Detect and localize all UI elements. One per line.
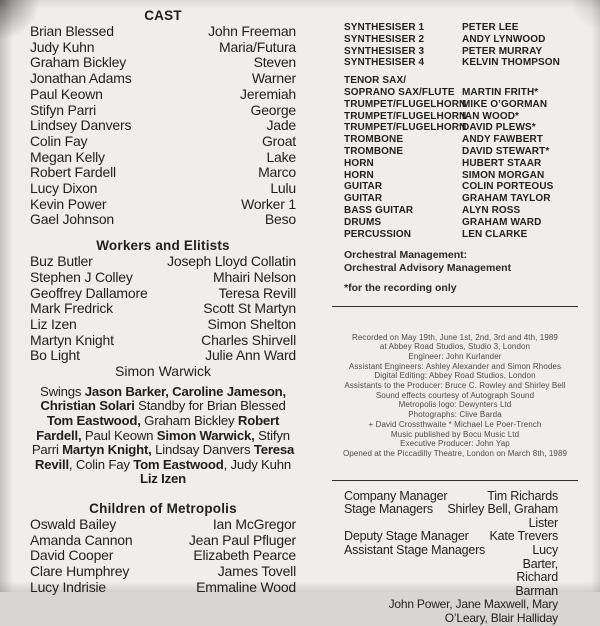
company-role-label: Stage Managers	[344, 502, 433, 517]
instrument-name: SOPRANO SAX/FLUTE	[344, 86, 455, 98]
standby-name: Teresa Revill	[34, 442, 295, 472]
company-role-label: Assistant Stage Managers	[344, 543, 486, 558]
performer-name: Kevin Power	[30, 195, 107, 212]
child-name-left: Amanda Cannon	[30, 531, 133, 548]
role-name: Marco	[258, 164, 296, 181]
ensemble-name-left: Buz Butler	[30, 253, 93, 270]
child-name-right: James Tovell	[217, 563, 296, 580]
cast-row	[30, 71, 296, 87]
ensemble-row	[30, 286, 296, 302]
child-row	[30, 564, 296, 580]
instrument-name: GUITAR	[344, 193, 383, 205]
child-row	[30, 517, 296, 533]
role-name: Lake	[266, 148, 296, 165]
recording-credit-line: Opened at the Piccadilly Theatre, London on March 8th, 1989	[342, 448, 568, 458]
orchestra-row	[344, 75, 580, 87]
performer-name: Gael Johnson	[30, 211, 114, 228]
standby-name: Tom Eastwood,	[46, 412, 141, 428]
company-person-name: Shirley Bell, Graham Lister	[447, 502, 558, 530]
orchestral-management	[330, 249, 580, 274]
ensemble-row	[30, 317, 296, 333]
swings-text: Stifyn Parri	[31, 427, 290, 458]
performer-name: Robert Fardell	[30, 164, 116, 181]
performer-name: Graham Bickley	[30, 54, 127, 71]
child-name-left: David Cooper	[30, 547, 114, 564]
instrument-name: BASS GUITAR	[344, 204, 414, 216]
instrument-name: TRUMPET/FLUGELHORN	[344, 110, 467, 122]
musician-name: KELVIN THOMPSON	[462, 57, 560, 69]
recording-credit-line: + David Crossthwaite * Michael Le Poer-Trench	[368, 419, 542, 429]
cast-row	[30, 103, 296, 119]
instrument-name: GUITAR	[344, 181, 383, 193]
cast-row	[30, 134, 296, 150]
child-name-right: Ian McGregor	[212, 515, 296, 532]
performer-name: Megan Kelly	[30, 148, 105, 165]
standby-name: Liz Izen	[139, 471, 187, 487]
role-name: Groat	[261, 132, 296, 149]
performer-name: Stifyn Parri	[30, 101, 97, 118]
cast-row	[30, 40, 296, 56]
orchestra-list	[330, 22, 580, 240]
orchestra-row	[344, 111, 580, 123]
cast-row	[30, 87, 296, 103]
orchestra-row	[344, 146, 580, 158]
orchestra-row	[344, 158, 580, 170]
standby-name: Tom Eastwood	[133, 456, 224, 472]
child-name-right: Elizabeth Pearce	[193, 547, 296, 564]
company-row	[344, 544, 558, 598]
instrument-name: TROMBONE	[344, 134, 404, 146]
child-name-right: Emmaline Wood	[196, 578, 296, 595]
ensemble-row	[30, 348, 296, 364]
swings-text: Paul Keown	[81, 427, 157, 443]
performer-name: Colin Fay	[30, 132, 88, 149]
cast-row	[30, 197, 296, 213]
orchestra-row	[344, 34, 580, 46]
orchestra-row	[344, 170, 580, 182]
company-person-name: Tim Richards	[487, 488, 558, 503]
recording-credits	[330, 333, 580, 459]
musician-name: MIKE O’GORMAN	[462, 98, 548, 110]
divider-bottom	[332, 480, 578, 481]
ensemble-name-left: Liz Izen	[30, 315, 77, 332]
role-name: Steven	[253, 54, 296, 71]
recording-credit-line: Sound effects courtesy of Autograph Sound	[375, 390, 535, 400]
orchestral-management-line: Orchestral Advisory Management	[344, 261, 512, 274]
cast-row	[30, 24, 296, 40]
recording-credit-line: Photographs: Clive Barda	[408, 410, 502, 420]
musician-name: MARTIN FRITH*	[462, 86, 539, 98]
orchestra-row	[344, 205, 580, 217]
swings-text: Graham Bickley	[140, 412, 238, 428]
workers-heading: Workers and Elitists	[96, 238, 230, 254]
child-row	[30, 533, 296, 549]
cast-list	[30, 24, 296, 228]
performer-name: Brian Blessed	[30, 23, 114, 39]
musician-name: PETER MURRAY	[462, 45, 543, 57]
ensemble-name-right: Joseph Lloyd Collatin	[167, 253, 296, 270]
instrument-name: SYNTHESISER 2	[344, 33, 425, 45]
standby-name: Jason Barker, Caroline Jameson, Christian Solari	[40, 383, 286, 414]
instrument-name: SYNTHESISER 4	[344, 57, 425, 69]
standby-name: Robert Fardell,	[36, 412, 280, 443]
child-name-left: Lucy Indrisie	[30, 578, 106, 595]
cast-row	[30, 165, 296, 181]
performer-name: Lindsey Danvers	[30, 117, 132, 134]
ensemble-name-left: Bo Light	[30, 347, 80, 364]
orchestra-row	[344, 217, 580, 229]
musician-name: GRAHAM TAYLOR	[462, 193, 551, 205]
musician-name: COLIN PORTEOUS	[462, 181, 554, 193]
orchestral-management-line: Orchestral Management:	[344, 249, 468, 262]
performer-name: Paul Keown	[30, 85, 103, 102]
ensemble-name-right: Julie Ann Ward	[205, 347, 296, 364]
company-row	[344, 530, 558, 544]
ensemble-name-left: Martyn Knight	[30, 331, 114, 348]
musician-name: IAN WOOD*	[462, 110, 520, 122]
ensemble-name-left: Mark Fredrick	[30, 300, 113, 317]
child-row	[30, 580, 296, 596]
orchestra-row	[344, 46, 580, 58]
ensemble-name-left: Geoffrey Dallamore	[30, 284, 148, 301]
musician-name: GRAHAM WARD	[462, 216, 542, 228]
right-column	[330, 22, 580, 626]
company-row	[344, 503, 558, 530]
instrument-name: HORN	[344, 169, 374, 181]
company-person-name: Kate Trevers	[489, 529, 558, 544]
ensemble-name-left: Stephen J Colley	[30, 268, 133, 285]
swings-text: Swings	[39, 383, 85, 399]
cast-row	[30, 55, 296, 71]
orchestra-row	[344, 122, 580, 134]
instrument-name: TROMBONE	[344, 145, 404, 157]
ensemble-row	[30, 270, 296, 286]
company-role-label: Deputy Stage Manager	[344, 529, 469, 544]
recording-credit-line: at Abbey Road Studios, Studio 3, London	[379, 342, 531, 352]
company-row	[344, 490, 558, 504]
swings-standby-paragraph	[30, 385, 296, 487]
children-heading: Children of Metropolis	[89, 500, 237, 516]
divider-top	[332, 306, 578, 307]
musician-name: ANDY FAWBERT	[462, 134, 544, 146]
role-name: Beso	[264, 211, 296, 228]
ensemble-row	[30, 333, 296, 349]
standby-name: Simon Warwick,	[156, 427, 255, 443]
role-name: George	[250, 101, 296, 118]
musician-name: ANDY LYNWOOD	[462, 33, 546, 45]
recording-credit-line: Digital Editing: Abbey Road Studios, London	[374, 371, 536, 381]
performer-name: Jonathan Adams	[30, 70, 132, 87]
musician-name: PETER LEE	[462, 22, 519, 33]
instrument-name: TRUMPET/FLUGELHORN	[344, 98, 467, 110]
musician-name: LEN CLARKE	[462, 228, 528, 240]
role-name: Worker 1	[241, 195, 296, 212]
orchestra-row	[344, 22, 580, 34]
recording-credit-line: Music published by Bocu Music Ltd	[390, 429, 520, 439]
instrument-name: SYNTHESISER 1	[344, 22, 425, 33]
recording-credit-line: Recorded on May 19th, June 1st, 2nd, 3rd and 4th, 1989	[352, 332, 558, 342]
company-management-block	[330, 490, 580, 626]
instrument-name: PERCUSSION	[344, 228, 412, 240]
orchestra-row	[344, 229, 580, 241]
orchestra-row	[344, 87, 580, 99]
child-name-left: Clare Humphrey	[30, 563, 130, 580]
instrument-name: TRUMPET/FLUGELHORN	[344, 122, 467, 134]
standby-name: Martyn Knight,	[62, 442, 152, 458]
recording-credit-line: Executive Producer: John Yap	[400, 439, 510, 449]
cast-row	[30, 181, 296, 197]
performer-name: Judy Kuhn	[30, 38, 95, 55]
cast-heading: CAST	[144, 8, 182, 23]
company-rows	[344, 490, 558, 599]
child-name-right: Jean Paul Pfluger	[188, 531, 296, 548]
swings-text: Standby for Brian Blessed	[134, 398, 286, 414]
instrument-name: HORN	[344, 157, 374, 169]
recording-credit-line: Engineer: John Kurlander	[408, 351, 502, 361]
orchestra-row	[344, 134, 580, 146]
recording-credit-line: Assistants to the Producer: Bruce C. Rowley and Shirley Bell	[344, 381, 566, 391]
recording-credit-line: Metropolis logo: Dewynters Ltd	[398, 400, 512, 410]
recording-credit-line: Assistant Engineers: Ashley Alexander and Simon Rhodes	[348, 361, 562, 371]
company-person-name: Lucy Barter, Richard Barman	[515, 543, 558, 598]
ensemble-name-centered: Simon Warwick	[115, 363, 211, 380]
instrument-name: SYNTHESISER 3	[344, 45, 425, 57]
orchestra-row	[344, 99, 580, 111]
musician-name: DAVID STEWART*	[462, 145, 550, 157]
performer-name: Lucy Dixon	[30, 180, 98, 197]
additional-stage-managers: John Power, Jane Maxwell, Mary O’Leary, Blair Halliday	[388, 597, 558, 626]
musician-name	[462, 75, 580, 87]
swings-text: , Judy Kuhn	[223, 456, 292, 472]
swings-text: Lindsay Danvers	[151, 442, 254, 458]
left-column	[30, 8, 296, 595]
company-role-label: Company Manager	[344, 488, 448, 503]
role-name: Lulu	[270, 180, 296, 197]
ensemble-row	[30, 254, 296, 270]
workers-list	[30, 254, 296, 364]
musician-name: SIMON MORGAN	[462, 169, 545, 181]
ensemble-name-right: Mhairi Nelson	[213, 268, 296, 285]
children-list	[30, 517, 296, 596]
ensemble-name-right: Charles Shirvell	[201, 331, 296, 348]
ensemble-name-right: Simon Shelton	[207, 315, 296, 332]
ensemble-row	[30, 301, 296, 317]
recording-footnote: *for the recording only	[344, 281, 457, 294]
orchestra-row	[344, 181, 580, 193]
cast-row	[30, 118, 296, 134]
musician-name: ALYN ROSS	[462, 204, 521, 216]
orchestra-row	[344, 57, 580, 69]
cast-row	[30, 150, 296, 166]
swings-text: , Colin Fay	[68, 456, 134, 472]
child-row	[30, 548, 296, 564]
ensemble-name-right: Teresa Revill	[218, 284, 296, 301]
child-name-left: Oswald Bailey	[30, 515, 117, 532]
role-name: Warner	[251, 70, 296, 87]
role-name: Maria/Futura	[219, 38, 296, 55]
instrument-name: TENOR SAX/	[344, 75, 407, 87]
instrument-name: DRUMS	[344, 216, 382, 228]
role-name: Jade	[266, 117, 296, 134]
orchestra-row	[344, 193, 580, 205]
role-name: John Freeman	[208, 23, 296, 39]
role-name: Jeremiah	[240, 85, 296, 102]
musician-name: DAVID PLEWS*	[462, 122, 536, 134]
cast-row	[30, 212, 296, 228]
ensemble-name-right: Scott St Martyn	[203, 300, 296, 317]
musician-name: HUBERT STAAR	[462, 157, 542, 169]
